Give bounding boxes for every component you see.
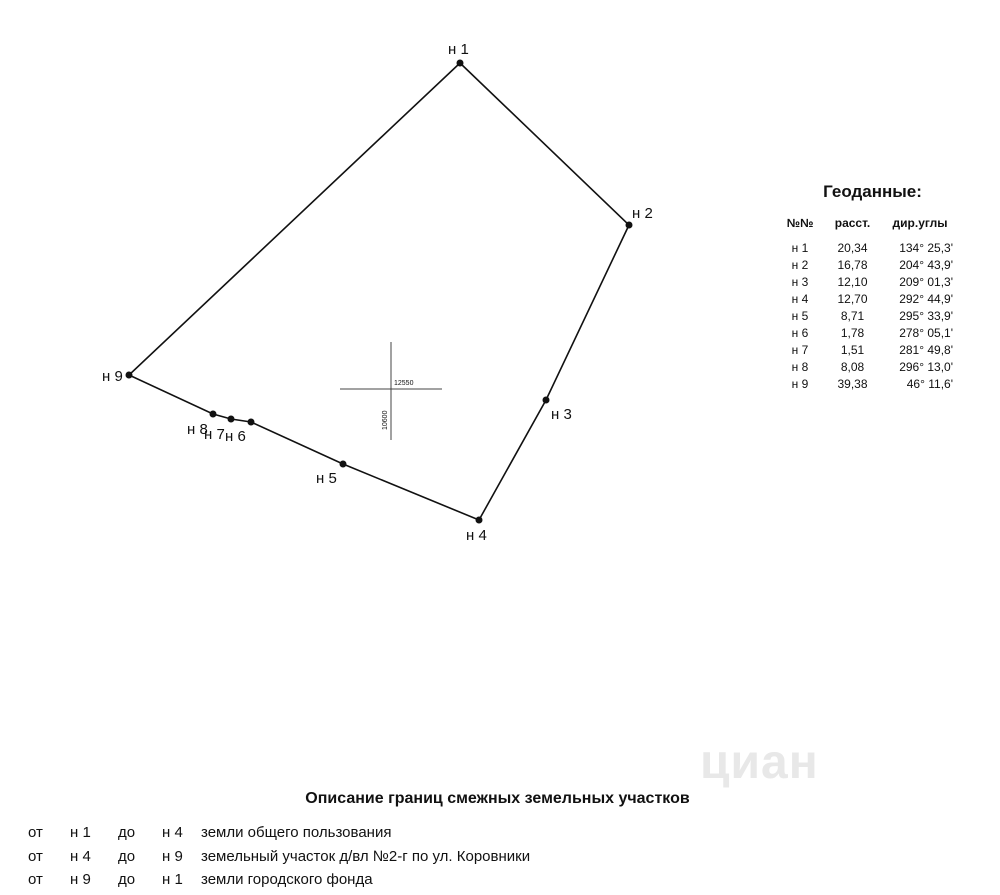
neighbor-description: земли городского фонда [201, 871, 373, 888]
to-word: до [118, 871, 136, 888]
from-point: н 1 [70, 824, 91, 841]
cell-angle: 134° 25,3' [899, 241, 953, 255]
cell-point: н 3 [791, 275, 809, 289]
table-row [780, 376, 955, 393]
column-header-angle: дир.углы [892, 216, 948, 230]
vertex-n7 [228, 416, 235, 423]
table-row [780, 308, 955, 325]
cell-distance: 1,78 [840, 326, 865, 340]
cell-distance: 12,70 [837, 292, 868, 306]
vertex-n2 [626, 222, 633, 229]
cell-angle: 46° 11,6' [906, 377, 953, 391]
geodata-title: Геоданные: [823, 182, 922, 201]
table-row [780, 325, 955, 342]
cell-angle: 281° 49,8' [899, 343, 953, 357]
column-header-number: №№ [786, 216, 814, 230]
vertex-label-n7: н 7 [204, 426, 225, 443]
cell-distance: 39,38 [837, 377, 868, 391]
cell-angle: 204° 43,9' [899, 258, 953, 272]
vertex-n6 [248, 419, 255, 426]
from-word: от [28, 824, 43, 841]
cell-point: н 5 [791, 309, 809, 323]
from-word: от [28, 847, 43, 865]
coord-y-label: 10600 [382, 410, 389, 430]
watermark-logo: циан [700, 736, 819, 789]
neighbor-description: земельный участок д/вл №2-г по ул. Коровники [201, 847, 531, 865]
vertex-n4 [476, 517, 483, 524]
cell-point: н 1 [791, 241, 809, 255]
table-row [780, 291, 955, 308]
table-row [780, 257, 955, 274]
to-word: до [118, 847, 136, 865]
neighbor-description: земли общего пользования [201, 824, 392, 841]
vertex-label-n9: н 9 [102, 368, 123, 385]
table-row [780, 342, 955, 359]
description-title: Описание границ смежных земельных участков [305, 790, 690, 807]
cell-point: н 6 [791, 326, 809, 340]
table-row [780, 240, 955, 257]
to-point: н 9 [162, 847, 183, 865]
cell-angle: 278° 05,1' [899, 326, 953, 340]
to-point: н 4 [162, 824, 183, 841]
table-row [780, 359, 955, 376]
vertex-n9 [126, 372, 133, 379]
vertex-n1 [457, 60, 464, 67]
cell-angle: 296° 13,0' [899, 360, 953, 374]
to-word: до [118, 824, 136, 841]
cell-angle: 209° 01,3' [899, 275, 953, 289]
from-point: н 4 [70, 847, 91, 865]
cell-distance: 8,08 [840, 360, 865, 374]
vertex-label-n4: н 4 [466, 527, 487, 544]
cell-point: н 7 [791, 343, 809, 357]
vertex-n5 [340, 461, 347, 468]
cell-distance: 8,71 [840, 309, 865, 323]
coord-x-label: 12550 [394, 380, 414, 387]
vertex-label-n1: н 1 [448, 41, 469, 58]
vertex-label-n3: н 3 [551, 406, 572, 423]
vertex-label-n2: н 2 [632, 205, 653, 222]
cell-point: н 2 [791, 258, 809, 272]
vertex-n3 [543, 397, 550, 404]
to-point: н 1 [162, 871, 183, 888]
from-word: от [28, 871, 43, 888]
geodata-table [780, 216, 955, 393]
vertex-n8 [210, 411, 217, 418]
table-row [780, 274, 955, 291]
cell-point: н 9 [791, 377, 809, 391]
vertex-label-n8: н 8 [187, 421, 208, 438]
cell-angle: 292° 44,9' [899, 292, 953, 306]
vertex-label-n5: н 5 [316, 470, 337, 487]
column-header-distance: расст. [834, 216, 871, 230]
vertex-label-n6: н 6 [225, 428, 246, 445]
cell-angle: 295° 33,9' [899, 309, 953, 323]
cell-point: н 4 [791, 292, 809, 306]
cell-distance: 20,34 [837, 241, 868, 255]
cell-distance: 12,10 [837, 275, 868, 289]
from-point: н 9 [70, 871, 91, 888]
cell-distance: 1,51 [840, 343, 865, 357]
geodata-panel [780, 182, 955, 393]
cell-point: н 8 [791, 360, 809, 374]
boundary-polygon [129, 63, 629, 520]
cell-distance: 16,78 [837, 258, 868, 272]
